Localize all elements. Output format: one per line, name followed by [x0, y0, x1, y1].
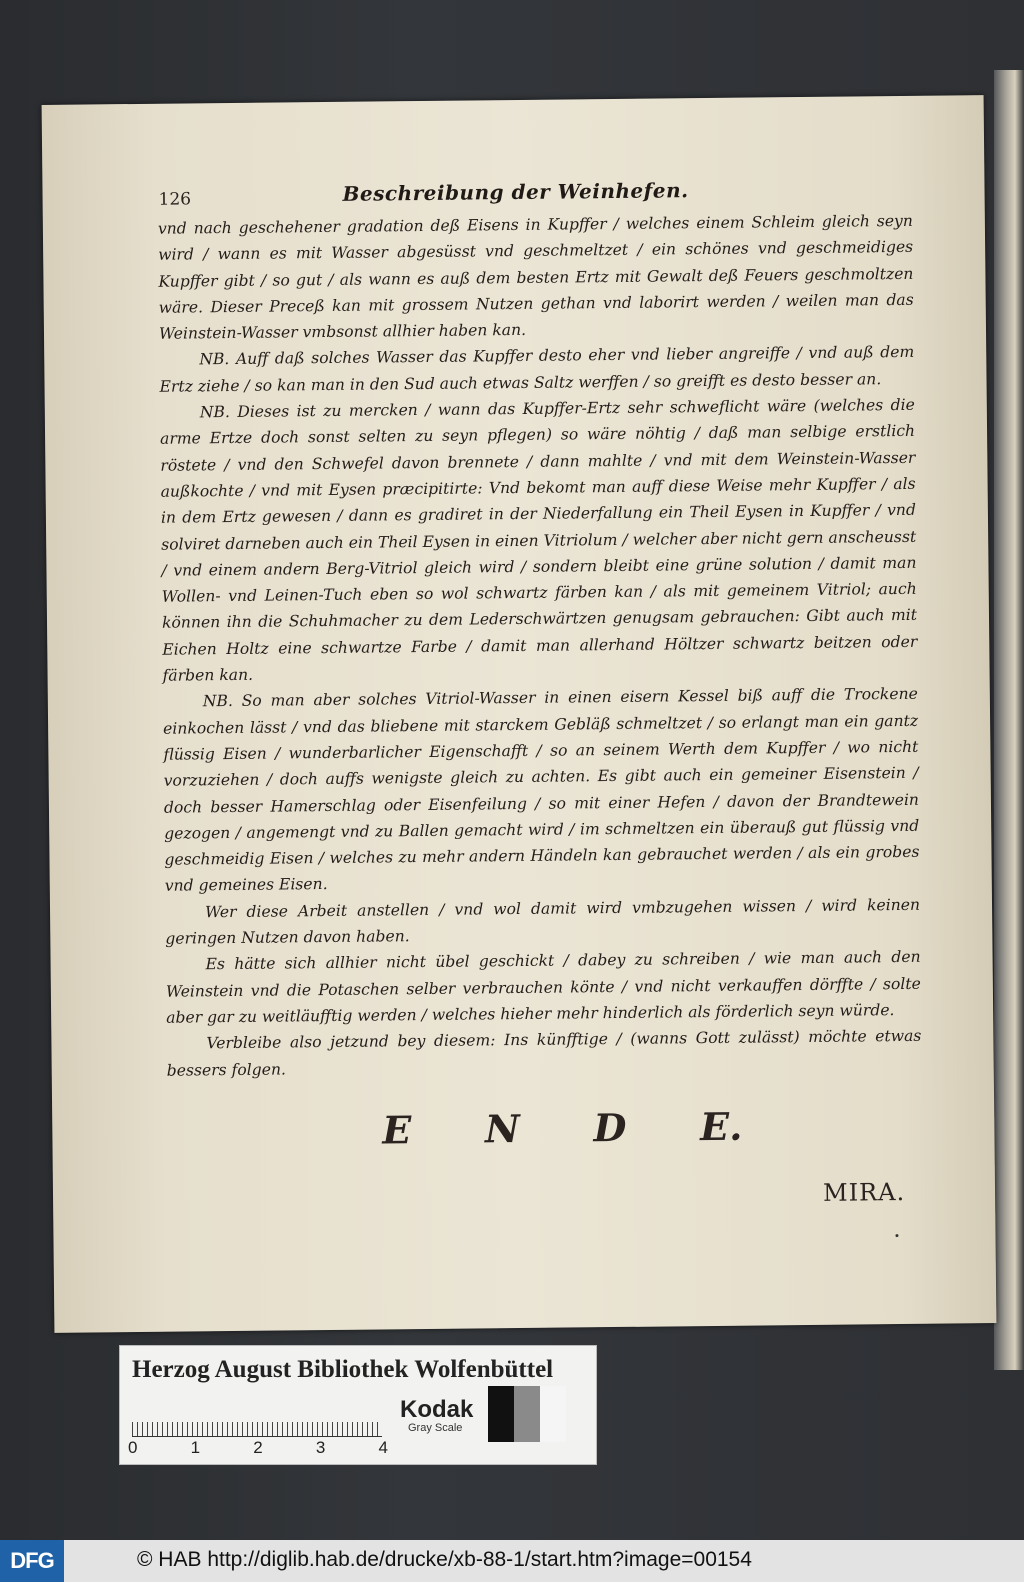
copyright-link[interactable]: © HAB http://diglib.hab.de/drucke/xb-88-1/start.htm?image=00154 — [137, 1548, 752, 1571]
gray-patch — [488, 1386, 514, 1442]
finis-ende — [382, 1104, 742, 1153]
running-head: Beschreibung der Weinhefen. — [342, 178, 689, 206]
paragraph: vnd nach geschehener gradation deß Eisens in Kupffer / welches einem Schleim gleich seyn wird / wann es mit Wasser abgesüsst vnd geschmeltzet / ein schönes vnd geschmeidiges Kupffer gibt / so gut / als wann es auß dem besten Ertz mit Gewalt deß Feuers geschmoltzen wäre. Dieser Preceß kan mit grossem Nutzen gethan vnd laborirt werden / weilen man das Weinstein-Wasser vmbsonst allhier haben kan. — [157, 211, 914, 343]
ruler-number: 1 — [190, 1438, 201, 1457]
paragraph: NB. Dieses ist zu mercken / wann das Kupffer-Ertz sehr schweflicht wäre (welches die arme Ertze doch sonst selten zu seyn pflegen) so wäre nöhtig / daß man selbige erstlich röstete / vnd den Schwefel davon brennete / dann mahlte / vnd mit dem Weinstein-Wasser außkochte / vnd mit Eysen præcipitirte: Vnd bekomt man auff diese Weise mehr Kupffer / als in dem Ertz gewesen / dann es gradiret in der Niederfallung ein Theil Eysen in Kupffer / vnd solviret darneben auch ein Theil Eysen in einen Vitriolum / welcher aber nicht gern anscheusst / vnd einem andern Berg-Vitriol gleich wird / sondern bleibt eine grüne solution / damit man Wollen- vnd Leinen-Tuch eben so wol schwartz färben kan / als mit gemeinem Vitriol; auch können ihn die Schuhmacher zu dem Lederschwärtzen genugsam gebrauchen: Gibt auch mit Eichen Holtz eine schwartze Farbe / damit man allerhand Höltzer schwartz beitzen oder färben kan. — [160, 395, 918, 685]
ruler-numbers — [128, 1438, 388, 1458]
paragraph: NB. Auff daß solches Wasser das Kupffer desto eher vnd lieber angreiffe / vnd auß dem Ertz ziehe / so kan man in den Sud auch etwas Saltz werffen / so greifft es desto besser an. — [159, 343, 915, 396]
library-color-strip — [119, 1345, 597, 1465]
gray-patches — [488, 1386, 566, 1442]
paragraph: Verbleibe also jetzund bey diesem: Ins künfftige / (wanns Gott zulässt) möchte etwas bessers folgen. — [166, 1027, 922, 1080]
paragraph: NB. So man aber solches Vitriol-Wasser in einen eisern Kessel biß auff die Trockene einkochen lässt / vnd das bliebene mit starckem Gebläß schmeltzet / so erlangt man ein gantz flüssig Eisen / wunderbarlicher Eigenschafft / so an seinem Werth dem Kupffer / wo nicht vorzuziehen / doch auffs wenigste gleich zu achten. Es gibt auch ein gemeiner Eisenstein / doch besser Hamerschlag oder Eisenfeilung / so mit einer Hefen / davon der Brandtewein gezogen / angemengt vnd zu Ballen gemacht wird / im schmeltzen ein überauß gut flüssig vnd geschmeidig Eisen / welches zu mehr andern Händeln kan gebrauchet werden / als ein grobes vnd gemeines Eisen. — [163, 685, 920, 896]
ruler-number: 3 — [315, 1438, 326, 1457]
finis-letter: E. — [699, 1103, 743, 1150]
dfg-logo: DFG — [0, 1540, 64, 1582]
page-number: 126 — [158, 189, 192, 210]
catchword: MIRA. — [822, 1177, 906, 1207]
ink-dot — [895, 1234, 898, 1237]
book-fore-edge — [994, 70, 1024, 1370]
gray-patch — [540, 1386, 566, 1442]
gray-scale-label: Gray Scale — [408, 1422, 463, 1434]
finis-letter: E — [382, 1107, 412, 1153]
gray-patch — [514, 1386, 540, 1442]
paragraph: Wer diese Arbeit anstellen / vnd wol damit wird vmbzugehen wissen / wird keinen geringen Nutzen davon haben. — [165, 895, 921, 948]
library-name: Herzog August Bibliothek Wolfenbüttel — [132, 1356, 554, 1383]
ruler-number: 2 — [253, 1438, 263, 1457]
paragraph: Es hätte sich allhier nicht übel geschickt / dabey zu schreiben / wie man auch den Weinstein vnd die Potaschen selber verbrauchen könte / vnd nicht verkauffen dörffte / solte aber gar zu weitläufftig werden / welches hieher mehr hinderlich als förderlich seyn würde. — [165, 948, 921, 1027]
ruler-scale — [132, 1406, 382, 1437]
ruler-number: 4 — [378, 1438, 388, 1457]
kodak-label: Kodak — [400, 1396, 474, 1423]
book-page — [42, 95, 997, 1333]
finis-letter: D — [593, 1104, 627, 1151]
ruler-number: 0 — [128, 1438, 138, 1457]
finis-letter: N — [484, 1106, 520, 1152]
body-text — [158, 208, 922, 1084]
